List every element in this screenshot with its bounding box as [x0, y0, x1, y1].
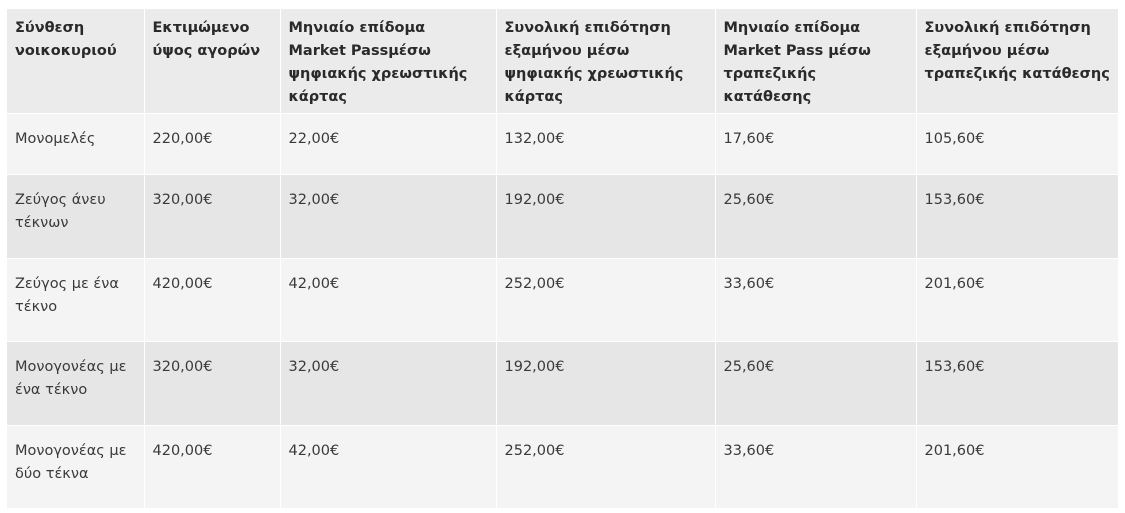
header-estimated-purchases: Εκτιμώμενο ύψος αγορών [144, 9, 280, 113]
header-monthly-allowance-bank: Μηνιαίο επίδομα Market Pass μέσω τραπεζικής κατάθεσης [715, 9, 916, 113]
cell-monthly-bank: 25,60€ [715, 174, 916, 258]
cell-household: Ζεύγος με ένα τέκνο [7, 258, 144, 341]
cell-monthly-card: 42,00€ [280, 258, 496, 341]
cell-monthly-bank: 25,60€ [715, 341, 916, 425]
cell-purchases: 320,00€ [144, 341, 280, 425]
cell-purchases: 220,00€ [144, 113, 280, 174]
cell-total-bank: 153,60€ [916, 341, 1118, 425]
cell-total-card: 192,00€ [496, 174, 715, 258]
cell-monthly-card: 42,00€ [280, 425, 496, 508]
cell-total-card: 252,00€ [496, 258, 715, 341]
cell-total-bank: 201,60€ [916, 425, 1118, 508]
cell-monthly-bank: 33,60€ [715, 258, 916, 341]
header-total-subsidy-card: Συνολική επιδότηση εξαμήνου μέσω ψηφιακής χρεωστικής κάρτας [496, 9, 715, 113]
table-header [7, 9, 1118, 113]
cell-household: Ζεύγος άνευ τέκνων [7, 174, 144, 258]
cell-household: Μονομελές [7, 113, 144, 174]
cell-monthly-card: 32,00€ [280, 174, 496, 258]
cell-household: Μονογονέας με δύο τέκνα [7, 425, 144, 508]
cell-total-bank: 201,60€ [916, 258, 1118, 341]
header-row [7, 9, 1118, 113]
table-row [7, 258, 1118, 341]
cell-total-bank: 105,60€ [916, 113, 1118, 174]
header-household-composition: Σύνθεση νοικοκυριού [7, 9, 144, 113]
cell-monthly-bank: 17,60€ [715, 113, 916, 174]
table-body [7, 113, 1118, 508]
table-row [7, 174, 1118, 258]
cell-monthly-card: 22,00€ [280, 113, 496, 174]
cell-purchases: 420,00€ [144, 425, 280, 508]
header-total-subsidy-bank: Συνολική επιδότηση εξαμήνου μέσω τραπεζικής κατάθεσης [916, 9, 1118, 113]
cell-purchases: 420,00€ [144, 258, 280, 341]
cell-total-card: 252,00€ [496, 425, 715, 508]
cell-purchases: 320,00€ [144, 174, 280, 258]
table-row [7, 425, 1118, 508]
cell-total-card: 132,00€ [496, 113, 715, 174]
header-monthly-allowance-card: Μηνιαίο επίδομα Market Passμέσω ψηφιακής χρεωστικής κάρτας [280, 9, 496, 113]
cell-total-card: 192,00€ [496, 341, 715, 425]
market-pass-table [7, 9, 1118, 509]
cell-monthly-bank: 33,60€ [715, 425, 916, 508]
cell-household: Μονογονέας με ένα τέκνο [7, 341, 144, 425]
table-row [7, 341, 1118, 425]
cell-monthly-card: 32,00€ [280, 341, 496, 425]
cell-total-bank: 153,60€ [916, 174, 1118, 258]
table-row [7, 113, 1118, 174]
